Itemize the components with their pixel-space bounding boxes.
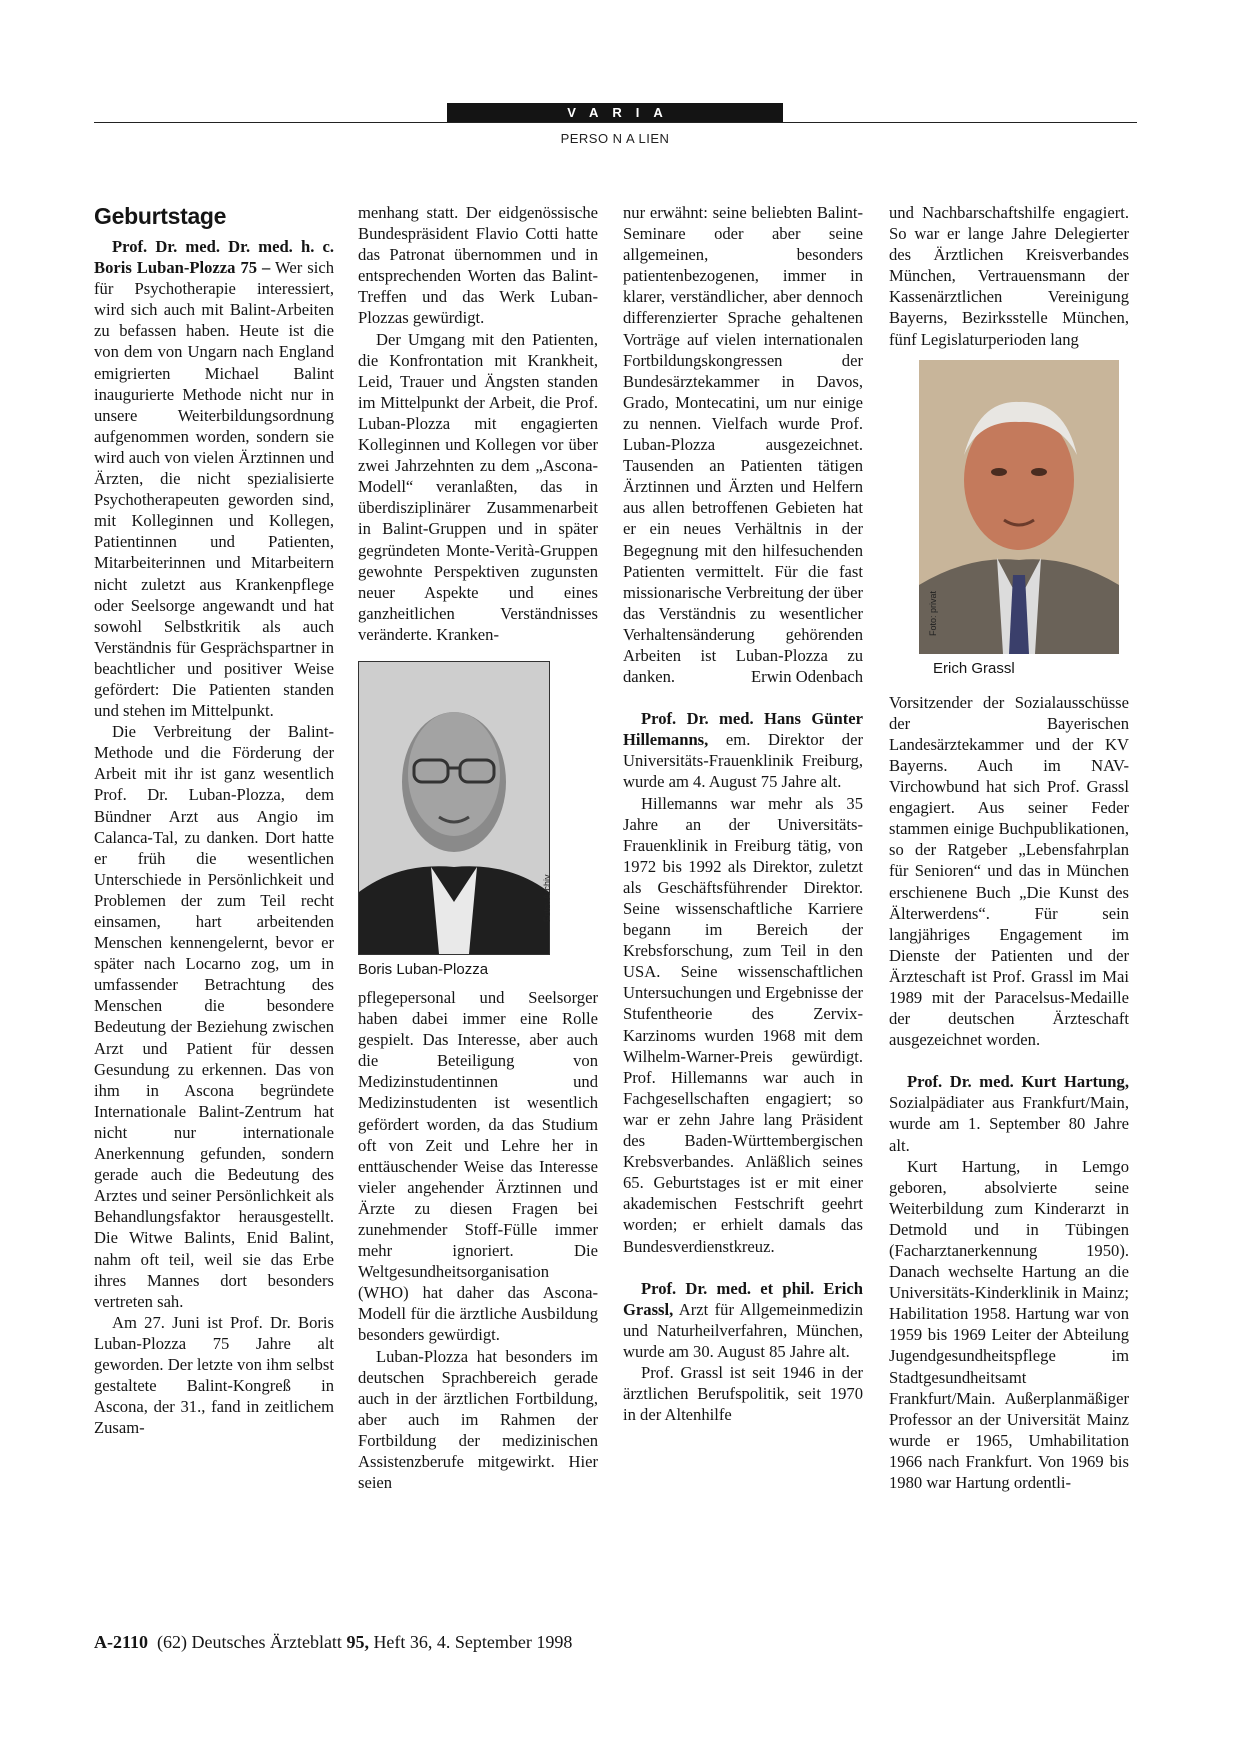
paragraph: pflegepersonal und Seelsorger haben dabei immer eine Rolle gespielt. Das Interesse, aber auch die Beteiligung von Medizinstudentinnen und Medizinstudenten ist wesentlich gefördert worden, da das Studium oft von Zeit und Lehre her in enttäuschender Weise das Interesse vieler angehender Ärztinnen und Ärzte zu diesen Fragen bei zunehmender Stoff-Fülle immer mehr ignoriert. Die Weltgesundheitsorganisation (WHO) hat daher das Ascona-Modell für die ärztliche Ausbildung besonders gewürdigt. [358,987,598,1345]
photo-figure [919,360,1129,678]
photo-caption: Boris Luban-Plozza [358,960,489,978]
column-2 [358,202,598,1493]
paragraph: Prof. Dr. med. et phil. Erich Grassl, Arzt für Allgemeinmedizin und Naturheilverfahren, München, wurde am 30. August 85 Jahre alt. [623,1278,863,1361]
subsection-label: PERSO N A LIEN [560,131,670,146]
page-footer [94,1632,572,1653]
paragraph: Luban-Plozza hat besonders im deutschen Sprachbereich gerade auch in der ärztlichen Fortbildung, aber auch im Rahmen der Fortbildung der medizinischen Assistenzberufe mitgewirkt. Hier seien [358,1346,598,1493]
section-label: VARIA [447,103,783,123]
person-name: Prof. Dr. med. Dr. med. h. c. Boris Luban-Plozza 75 – [94,237,334,278]
paragraph: Prof. Dr. med. Kurt Hartung, Sozialpädiater aus Frankfurt/Main, wurde am 1. September 80 Jahre alt. [889,1072,1129,1155]
paragraph: Am 27. Juni ist Prof. Dr. Boris Luban-Plozza 75 Jahre alt geworden. Der letzte von ihm selbst gestaltete Balint-Kongreß in Ascona, der 31., fand in zeitlichem Zusam- [94,1312,334,1438]
portrait-photo [919,360,1119,654]
portrait-photo [358,661,550,955]
photo-credit: Foto: Archiv [542,874,552,922]
issue-date: Heft 36, 4. September 1998 [373,1632,573,1652]
portrait-image [919,360,1119,654]
paragraph: Prof. Dr. med. Dr. med. h. c. Boris Luban-Plozza 75 – Wer sich für Psychotherapie interessiert, wird sich auch mit Balint-Arbeiten zu befassen haben. Heute ist die von dem von Ungarn nach England emigrierten Michael Balint inaugurierte Methode nicht nur in unsere Weiterbildungsordnung aufgenommen worden, sondern sie wird auch von vielen Ärztinnen und Ärzten, die nicht spezialisierte Psychotherapeuten geworden sind, mit Kolleginnen und Kollegen, Patientinnen und Patienten, Mitarbeiterinnen und Mitarbeitern nicht zuletzt aus Krankenpflege oder Seelsorge angewandt und hat sowohl Selbstkritik als auch Verständnis für Gesprächspartner in beachtlicher und positiver Weise gefördert: Die Patienten standen und stehen im Mittelpunkt. [94,237,334,721]
journal-name: (62) Deutsches Ärzteblatt [157,1632,342,1652]
paragraph: Prof. Grassl ist seit 1946 in der ärztlichen Berufspolitik, seit 1970 in der Altenhilfe [623,1362,863,1425]
header-rule [94,122,1137,123]
column-3 [623,202,863,1425]
paragraph: Kurt Hartung, in Lemgo geboren, absolvierte seine Weiterbildung zum Kinderarzt in Detmold und in Tübingen (Facharztanerkennung 1950). Danach wechselte Hartung an die Universitäts-Kinderklinik in Mainz; Habilitation 1958. Hartung war von 1959 bis 1969 Leiter der Abteilung Jugendgesundheitspflege im Stadtgesundheitsamt Frankfurt/Main. Außerplanmäßiger Professor an der Universität Mainz wurde er 1965, Umhabilitation 1966 nach Frankfurt. Von 1969 bis 1980 war Hartung ordentli- [889,1156,1129,1493]
paragraph: Der Umgang mit den Patienten, die Konfrontation mit Krankheit, Leid, Trauer und Ängsten standen im Mittelpunkt der Arbeit, die Prof. Luban-Plozza mit engagierten Kolleginnen und Kollegen vor über zwei Jahrzehnten zu dem „Ascona-Modell“ veranlaßten, das in überdisziplinärer Zusammenarbeit in Balint-Gruppen und in später gegründeten Monte-Verità-Gruppen gewohnte Perspektiven zugunsten neuer Aspekte und eines ganzheitlichen Verständnisses veränderte. Kranken- [358,329,598,644]
paragraph: Hillemanns war mehr als 35 Jahre an der Universitäts-Frauenklinik in Freiburg tätig, von 1972 bis 1992 als Direktor, zuletzt als Geschäftsführender Direktor. Seine wissenschaftliche Karriere begann im Bereich der Krebsforschung, zum Teil in den USA. Seine wissenschaftlichen Untersuchungen und Ergebnisse der Stufentheorie des Zervix-Karzinoms wurden 1968 mit dem Wilhelm-Warner-Preis gewürdigt. Prof. Hillemanns war auch in Fachgesellschaften engagiert; so war er zehn Jahre lang Präsident des Baden-Württembergischen Krebsverbandes. Anläßlich seines 65. Geburtstages ist er mit einer akademischen Festschrift geehrt worden; er erhielt damals das Bundesverdienstkreuz. [623,793,863,1256]
column-4 [889,202,1129,1493]
article-title: Geburtstage [94,203,227,229]
journal-volume: 95, [346,1632,369,1652]
paragraph: Prof. Dr. med. Hans Günter Hillemanns, em. Direktor der Universitäts-Frauenklinik Freiburg, wurde am 4. August 75 Jahre alt. [623,709,863,792]
column-1 [94,202,334,1438]
author-signature: Erwin Odenbach [751,667,863,687]
photo-caption: Erich Grassl [933,659,1015,677]
photo-figure [358,661,598,979]
photo-credit: Foto: privat [928,590,938,636]
paragraph: menhang statt. Der eidgenössische Bundespräsident Flavio Cotti hatte das Patronat übernommen und in entsprechenden Worten das Balint-Treffen und das Werk Luban-Plozzas gewürdigt. [358,203,598,328]
person-name: Prof. Dr. med. Kurt Hartung, [907,1072,1129,1092]
paragraph: Vorsitzender der Sozialausschüsse der Bayerischen Landesärztekammer und der KV Bayerns. Auch im NAV-Virchowbund hat sich Prof. Grassl engagiert. Aus seiner Feder stammen einige Buchpublikationen, so der Ratgeber „Lebensfahrplan für Senioren“ und das in München erschienene Buch „Die Kunst des Älterwerdens“. Für sein langjähriges Engagement im Dienste der Patienten und der Ärzteschaft ist Prof. Grassl im Mai 1989 mit der Paracelsus-Medaille der deutschen Ärzteschaft ausgezeichnet worden. [889,692,1129,1050]
paragraph: und Nachbarschaftshilfe engagiert. So war er lange Jahre Delegierter des Ärztlichen Kreisverbandes München, Vertrauensmann der Kassenärztlichen Vereinigung Bayerns, Bezirksstelle München, fünf Legislaturperioden lang [889,203,1129,349]
paragraph: Die Verbreitung der Balint-Methode und die Förderung der Arbeit mit ihr ist ganz wesentlich Prof. Dr. Luban-Plozza, dem Bündner Arzt aus Angio im Calanca-Tal, zu danken. Dort hatte er früh die wesentlichen Unterschiede in Persönlichkeit und Problemen der zum Teil recht einsamen, hart arbeitenden Menschen kennengelernt, bevor er später nach Locarno zog, um in umfassender Betrachtung des Menschen die besondere Bedeutung der Beziehung zwischen Arzt und Patient für dessen Gesundung zu erkennen. Das von ihm in Ascona begründete Internationale Balint-Zentrum hat nicht nur internationale Anerkennung gefunden, sondern gerade auch die Bedeutung des Arztes und seiner Persönlichkeit als Behandlungsfaktor herausgestellt. Die Witwe Balints, Enid Balint, nahm oft teil, weil sie das Erbe ihres Mannes dort besonders vertreten sah. [94,722,334,1311]
portrait-image [359,662,549,954]
page-number: A-2110 [94,1632,148,1652]
person-name: Prof. Dr. med. Hans Günter Hillemanns, [623,709,863,750]
paragraph: nur erwähnt: seine beliebten Balint-Seminare oder aber seine allgemeinen, besonders patientenbezogenen, immer in klarer, verständlicher, aber dennoch differenzierter Sprache gehaltenen Vorträge auf vielen internationalen Fortbildungskongressen der Bundesärztekammer in Davos, Grado, Montecatini, um nur einige zu nennen. Vielfach wurde Prof. Luban-Plozza ausgezeichnet. Tausenden an Patienten tätigen Ärztinnen und Ärzten und Helfern aus allen betroffenen Gebieten hat er ein neues Verhältnis in der Begegnung mit den hilfesuchenden Patienten vermittelt. Für die fast missionarische Verbreitung der über das Verständnis zu wesentlicher Verhaltensänderung gehörenden Arbeiten ist Luban-Plozza zu danken. Erwin Odenbach [623,203,863,687]
person-name: Prof. Dr. med. et phil. Erich Grassl, [623,1278,863,1319]
